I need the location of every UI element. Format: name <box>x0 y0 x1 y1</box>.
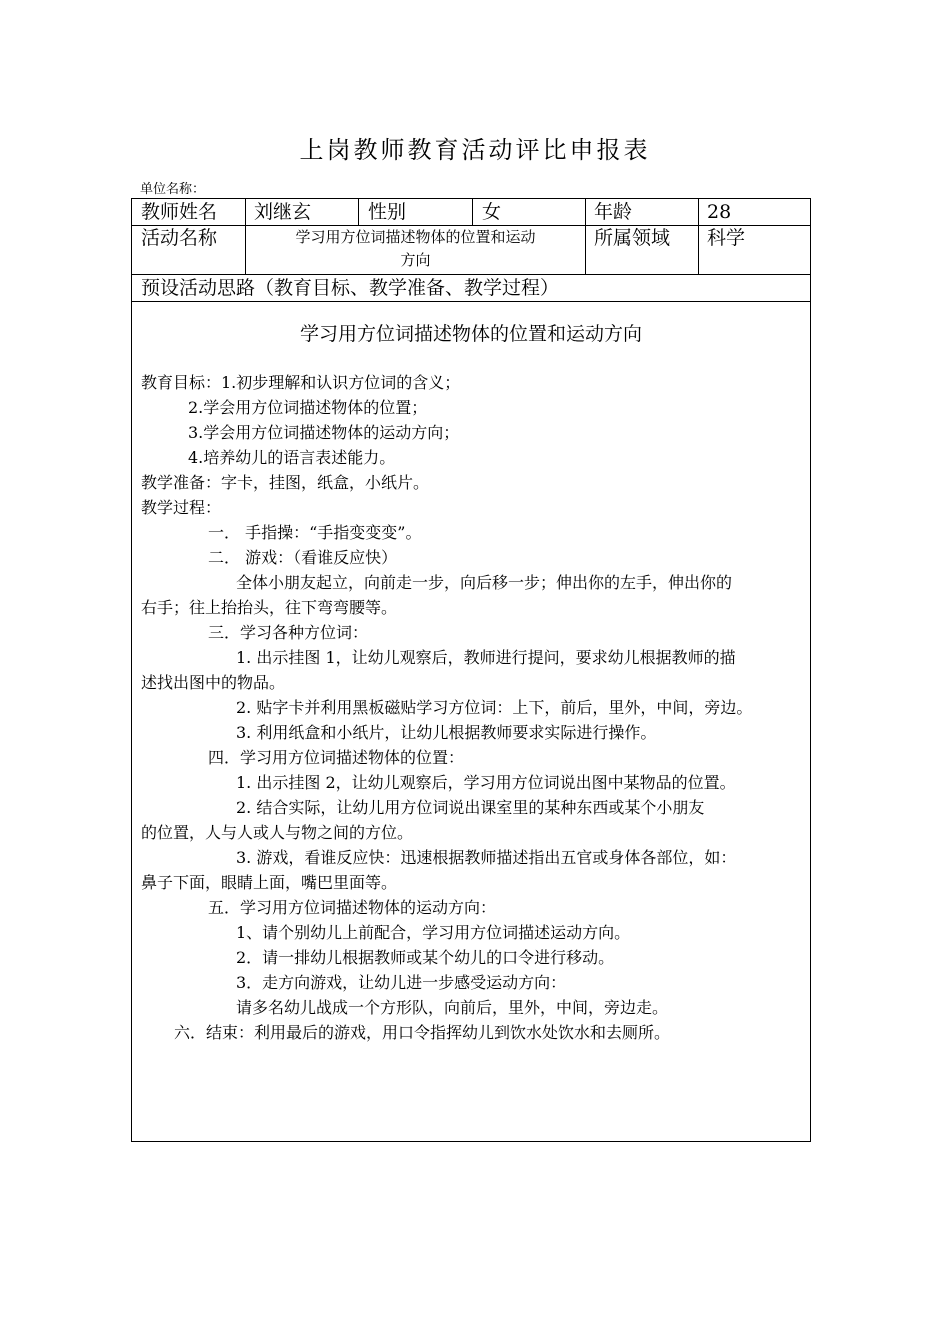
content-line: 2. 结合实际，让幼儿用方位词说出课室里的某种东西或某个小朋友 <box>236 798 705 817</box>
content-line: 3．走方向游戏，让幼儿进一步感受运动方向： <box>236 973 567 992</box>
form-title: 上岗教师教育活动评比申报表 <box>299 136 651 164</box>
content-line: 六．结束：利用最后的游戏，用口令指挥幼儿到饮水处饮水和去厕所。 <box>174 1023 671 1042</box>
content-line: 鼻子下面，眼睛上面，嘴巴里面等。 <box>141 873 398 892</box>
content-line: 三．学习各种方位词： <box>208 623 369 642</box>
content-line: 1、请个别幼儿上前配合，学习用方位词描述运动方向。 <box>236 923 631 942</box>
teacher-name-label: 教师姓名 <box>141 201 218 223</box>
content-line: 2．请一排幼儿根据教师或某个幼儿的口令进行移动。 <box>236 948 615 967</box>
content-line: 请多名幼儿战成一个方形队，向前后，里外，中间，旁边走。 <box>236 998 669 1017</box>
row-divider <box>132 274 810 275</box>
row-divider <box>132 301 810 302</box>
gender-value: 女 <box>482 201 502 223</box>
content-line: 3. 游戏，看谁反应快：迅速根据教师描述指出五官或身体各部位，如： <box>236 848 737 867</box>
teacher-name-value: 刘继玄 <box>254 201 312 223</box>
unit-name-label: 单位名称： <box>140 182 206 197</box>
age-value: 28 <box>707 201 732 223</box>
activity-name-line: 学习用方位词描述物体的位置和运动 <box>295 228 536 246</box>
plan-label: 预设活动思路（教育目标、教学准备、教学过程） <box>141 277 560 299</box>
content-line: 4.培养幼儿的语言表述能力。 <box>188 448 396 467</box>
activity-name-value <box>246 226 585 272</box>
content-line: 教学过程： <box>141 498 222 517</box>
content-line: 右手；往上抬抬头，往下弯弯腰等。 <box>141 598 398 617</box>
content-line: 的位置，人与人或人与物之间的方位。 <box>141 823 414 842</box>
column-divider <box>472 199 473 225</box>
content-line: 全体小朋友起立，向前走一步，向后移一步；伸出你的左手，伸出你的 <box>236 573 733 592</box>
content-line: 2. 贴字卡并利用黑板磁贴学习方位词：上下，前后，里外，中间，旁边。 <box>236 698 753 717</box>
content-line: 教育目标：1.初步理解和认识方位词的含义； <box>141 373 461 392</box>
content-line: 二． 游戏：（看谁反应快） <box>208 548 398 567</box>
content-line: 2.学会用方位词描述物体的位置； <box>188 398 428 417</box>
age-label: 年龄 <box>594 201 633 223</box>
content-line: 1. 出示挂图 1，让幼儿观察后，教师进行提问，要求幼儿根据教师的描 <box>236 648 736 667</box>
content-line: 教学准备：字卡，挂图，纸盒，小纸片。 <box>141 473 430 492</box>
column-divider <box>585 199 586 274</box>
content-line: 1. 出示挂图 2，让幼儿观察后，学习用方位词说出图中某物品的位置。 <box>236 773 736 792</box>
activity-name-label: 活动名称 <box>141 227 218 249</box>
content-line: 一． 手指操：“手指变变变”。 <box>208 523 422 542</box>
content-line: 3. 利用纸盒和小纸片，让幼儿根据教师要求实际进行操作。 <box>236 723 657 742</box>
column-divider <box>698 199 699 274</box>
gender-label: 性别 <box>368 201 407 223</box>
content-line: 3.学会用方位词描述物体的运动方向； <box>188 423 460 442</box>
content-line: 四．学习用方位词描述物体的位置： <box>208 748 465 767</box>
domain-value: 科学 <box>707 227 746 249</box>
activity-heading: 学习用方位词描述物体的位置和运动方向 <box>299 323 642 345</box>
content-line: 五．学习用方位词描述物体的运动方向： <box>208 898 497 917</box>
application-form <box>131 198 811 1142</box>
column-divider <box>358 199 359 225</box>
domain-label: 所属领域 <box>594 227 671 249</box>
content-line: 述找出图中的物品。 <box>141 673 286 692</box>
activity-name-line: 方向 <box>400 251 431 269</box>
